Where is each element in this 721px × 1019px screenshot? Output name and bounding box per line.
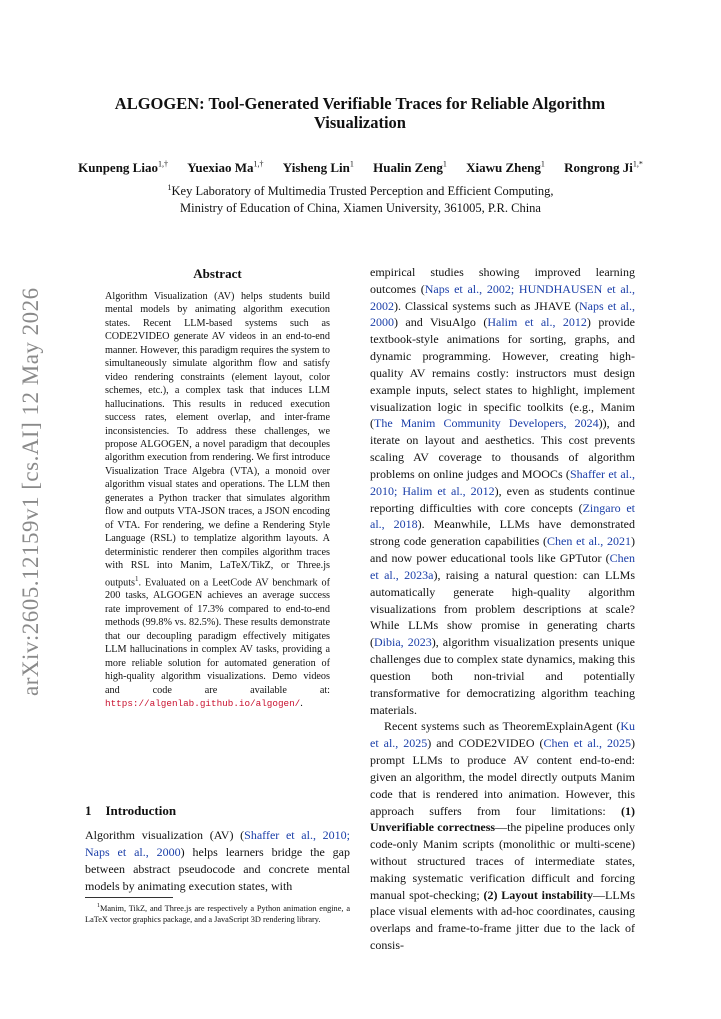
intro-text-b: ) helps learners bridge the gap between abstract pseudocode and concrete mental models by animating execution states, with [85, 845, 350, 893]
affiliation-line-2: Ministry of Education of China, Xiamen University, 361005, P.R. China [180, 201, 541, 216]
citation-link[interactable]: Halim et al., 2012 [487, 315, 587, 330]
author-affil-sup: 1,* [632, 160, 643, 169]
citation-link[interactable]: Shaffer et al., 2010; Halim et al., 2012 [370, 466, 636, 498]
body-text: ) and CODE2VIDEO ( [427, 736, 544, 751]
section-number: 1 [85, 803, 92, 818]
project-url-link[interactable]: https://algenlab.github.io/algogen/ [105, 697, 301, 709]
author-name: Rongrong Ji [564, 160, 633, 176]
abstract-text-a: Algorithm Visualization (AV) helps students build mental models by animating algorithm execution states. Recent LLM-based systems such as CODE2VIDEO generate AV videos in an end-to-end manner. However, this paradigm requires the system to simultaneously simulate algorithm flow and satisfy video rendering constraints (element layout, color schemes, etc.), a complex task that induces LLM hallucinations. This results in reduced execution success rates, element overlap, and inter-frame inconsistencies. To address these challenges, we propose ALGOGEN, a novel paradigm that decouples algorithm execution from rendering. We first introduce Visualization Trace Algebra (VTA), a monoid over algorithm visual states and operations. The LLM then generates a Python tracker that simulates algorithm flow and outputs VTA-JSON traces, a JSON encoding of VTA. For rendering, we define a Rendering Style Language (RSL) to templatize algorithm layouts. A deterministic renderer then compiles algorithm traces with RSL into Manim, LaTeX/TikZ, or Three.js outputs [105, 291, 330, 588]
author-affil-sup: 1,† [157, 160, 168, 169]
body-text: ), even as students continue reporting difficulties with core concepts ( [370, 483, 635, 515]
citation-link[interactable]: Naps et al., 2002; HUNDHAUSEN et al., 2002 [370, 281, 635, 313]
arxiv-stamp-text: arXiv:2605.12159v1 [cs.AI] 12 May 2026 [18, 287, 43, 696]
body-text: —the pipeline produces only code-only Manim scripts (monolithic or multi-scene) without structured traces of intermediate states, making systematic verification difficult and forcing manual spot-checking; [370, 820, 635, 902]
author [187, 160, 263, 175]
body-text: ) and VisuAlgo ( [394, 315, 488, 330]
affiliation-line-1 [60, 179, 661, 200]
affiliation [60, 179, 661, 217]
author-name: Hualin Zeng [373, 160, 443, 176]
footnote-ref[interactable]: 1 [135, 574, 139, 583]
citation-link[interactable]: Zingaro et al., 2018 [370, 500, 635, 532]
limitation-label: (2) Layout instability [483, 887, 594, 902]
intro-text-a: Algorithm visualization (AV) ( [85, 828, 245, 842]
author [564, 160, 643, 175]
abstract-text-b: . Evaluated on a LeetCode AV benchmark of 200 tasks, ALGOGEN achieves an average success rate improvement of 17.3% compared to end-to-end methods (99.8% vs. 82.5%). These results demonstrate that our decoupling paradigm effectively mitigates LLM hallucinations in complex AV tasks, providing a more reliable solution for automated generation of high-quality algorithm visualizations. Demo videos and code are available at: [105, 576, 330, 696]
footnote [85, 901, 350, 925]
limitation-label: (1) Unverifiable correctness [370, 803, 635, 835]
author [373, 160, 447, 175]
body-text: ). Classical systems such as JHAVE ( [394, 298, 579, 313]
affiliation-sup: 1 [167, 183, 172, 192]
author-affil-sup: 1,† [253, 160, 264, 169]
body-text: ) and now power educational tools like GPTutor ( [370, 534, 635, 566]
citation-link[interactable]: Chen et al., 2021 [547, 534, 631, 549]
body-text: —LLMs place visual elements with ad-hoc coordinates, causing overlaps and frame-to-frame jitter due to the lack of consis- [370, 887, 636, 953]
abstract-url-end: . [300, 697, 303, 709]
author-name: Xiawu Zheng [466, 160, 541, 176]
citation-link[interactable]: Naps et al., 2000 [370, 298, 635, 330]
abstract-heading: Abstract [193, 266, 242, 281]
citation-link[interactable]: Chen et al., 2025 [543, 736, 631, 751]
right-paragraph-1 [370, 264, 635, 718]
intro-paragraph [85, 827, 350, 895]
author-affil-sup: 1 [442, 160, 447, 169]
citation-link[interactable]: Ku et al., 2025 [370, 719, 635, 751]
author-affil-sup: 1 [540, 160, 545, 169]
paper-title: ALGOGEN: Tool-Generated Verifiable Traces for Reliable Algorithm Visualization [114, 94, 606, 132]
author-list [30, 160, 691, 176]
author-name: Kunpeng Liao [78, 160, 158, 176]
body-text: empirical studies showing improved learning outcomes ( [370, 265, 635, 296]
right-column [370, 264, 635, 954]
body-text: ), raising a natural question: can LLMs automatically generate high-quality algorithm visualizations from problem descriptions at scale? While LLMs show promise in generating charts ( [370, 567, 635, 650]
author [283, 160, 354, 175]
footnote-text: Manim, TikZ, and Three.js are respectively a Python animation engine, a LaTeX vector graphics package, and a JavaScript 3D rendering library. [85, 903, 350, 924]
footnote-number: 1 [97, 903, 100, 909]
section-title: Introduction [105, 803, 177, 818]
citation-link[interactable]: Dibia, 2023 [374, 635, 432, 650]
body-text: )), and iterate on layout and aesthetics. This cost prevents scaling AV coverage to thousands of algorithm problems on online judges and MOOCs ( [370, 416, 635, 481]
abstract-body [105, 290, 330, 710]
arxiv-stamp [14, 287, 44, 696]
affiliation-line-1-text: Key Laboratory of Multimedia Trusted Perception and Efficient Computing, [171, 184, 554, 199]
citation-link[interactable]: The Manim Community Developers, 2024 [374, 416, 599, 431]
citation-link[interactable]: Shaffer et al., 2010; Naps et al., 2000 [85, 828, 350, 859]
right-paragraph-2 [370, 718, 635, 954]
citation-link[interactable]: Chen et al., 2023a [370, 551, 635, 582]
author-name: Yisheng Lin [282, 160, 350, 176]
author [466, 160, 545, 175]
section-heading [85, 803, 176, 819]
body-text: ) prompt LLMs to produce AV content end-to-end: given an algorithm, the model directly outputs Manim code that is rendered into animation. However, this approach suffers from four limitations: [370, 736, 635, 818]
body-text: Recent systems such as TheoremExplainAgent ( [384, 719, 621, 734]
author-name: Yuexiao Ma [187, 160, 254, 176]
body-text: ), algorithm visualization presents unique challenges due to complex state dynamics, making this question both non-trivial and potentially transformative for democratizing algorithm teaching materials. [370, 635, 635, 717]
author [78, 160, 168, 175]
author-affil-sup: 1 [349, 160, 354, 169]
body-text: ). Meanwhile, LLMs have demonstrated strong code generation capabilities ( [370, 517, 635, 549]
footnote-rule [85, 897, 173, 898]
body-text: ) provide textbook-style animations for sorting, graphs, and dynamic programming. However, creating high-quality AV remains costly: instructors must design example inputs, select states to highlight, implement visualization logic in specific toolkits (e.g., Manim ( [370, 315, 635, 431]
